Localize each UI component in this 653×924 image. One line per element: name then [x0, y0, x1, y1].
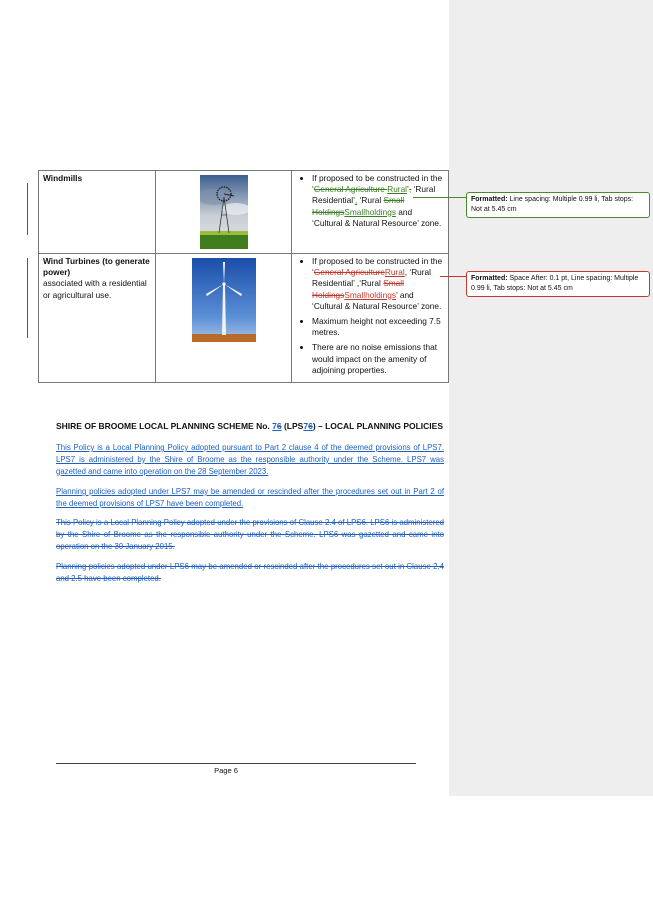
land-use-table	[38, 170, 449, 383]
heading-lps-number	[303, 421, 312, 431]
criteria-cell	[292, 171, 449, 254]
criteria-list	[296, 173, 444, 229]
comment-connector	[440, 276, 466, 277]
use-title: Windmills	[43, 173, 83, 183]
comment-text: Space After: 0.1 pt, Line spacing: Multiple 0.99 li, Tab stops: Not at 5.45 cm	[471, 275, 639, 292]
heading-number-old: 6	[276, 421, 282, 431]
heading-prefix: SHIRE OF BROOME LOCAL PLANNING SCHEME No.	[56, 421, 273, 431]
criteria-text: If proposed to be constructed in the ‘	[312, 256, 443, 278]
table-row	[39, 171, 449, 254]
criteria-text: Maximum height not exceeding 7.5 metres.	[312, 316, 441, 338]
tracked-change-ins-green: Smallholdings	[344, 206, 396, 217]
footer-rule	[56, 763, 416, 764]
paragraph-lps7-amendment: Planning policies adopted under LPS7 may be amended or rescinded after the procedures set out in Part 2 of the deemed provisions of LPS7 have been completed.	[56, 487, 444, 508]
tracked-change-del-green: Small Holdings	[312, 195, 405, 217]
criteria-text: ‘Rural	[357, 195, 384, 206]
heading-suffix: ) – LOCAL PLANNING POLICIES	[312, 421, 443, 431]
paragraph-lps7-adoption: This Policy is a Local Planning Policy adopted pursuant to Part 2 clause 4 of the deemed provisions of LPS7. LPS7 is administered by the Shire of Broome as the responsible authority under the Scheme. LPS7 was gazetted and came into operation on the 28 September 2023.	[56, 443, 444, 476]
criteria-text: ’	[407, 184, 409, 195]
criteria-text: and ‘Cultural & Natural Resource’ zone.	[312, 206, 442, 228]
comment-formatted-1[interactable]	[466, 192, 650, 218]
heading-scheme-number	[272, 421, 281, 431]
criteria-text: ’ and ‘Cultural & Natural Resource’ zone.	[312, 289, 442, 311]
tracked-change-del-red: Small Holdings	[312, 278, 404, 300]
image-cell	[156, 171, 292, 254]
use-description: associated with a residential or agricultural use.	[43, 278, 147, 300]
comment-label: Formatted:	[471, 196, 508, 203]
criteria-text: ‘Rural Residential’	[312, 184, 436, 206]
comment-formatted-2[interactable]	[466, 271, 650, 297]
use-cell	[39, 254, 156, 383]
criteria-text: If proposed to be constructed in the ‘	[312, 173, 443, 195]
heading-mid: (LPS	[281, 421, 304, 431]
page-number: Page 6	[214, 766, 238, 775]
criteria-item	[312, 316, 444, 338]
policy-heading	[56, 421, 446, 431]
tracked-change-ins-red: Rural	[384, 267, 405, 278]
heading-lps-number-new: 7	[303, 421, 309, 431]
tracked-change-del-green: General Agriculture	[313, 184, 388, 195]
tracked-change-ins-green: Rural	[387, 184, 408, 195]
tracked-change-del-green: ,	[408, 184, 412, 195]
tracked-change-ins-green: ,	[354, 195, 358, 206]
change-bar	[27, 258, 28, 338]
criteria-item	[312, 342, 444, 376]
use-title: Wind Turbines (to generate power)	[43, 256, 150, 278]
criteria-text: , ‘Rural Residential’ ,‘Rural	[312, 267, 432, 289]
table-row	[39, 254, 449, 383]
tracked-change-del-red: General Agriculture	[313, 267, 385, 278]
heading-lps-number-old: 6	[308, 421, 313, 431]
comment-text: Line spacing: Multiple 0.99 li, Tab stops: Not at 5.45 cm	[471, 196, 634, 213]
image-cell	[156, 254, 292, 383]
criteria-text: There are no noise emissions that would impact on the amenity of adjoining properties.	[312, 342, 438, 375]
criteria-cell	[292, 254, 449, 383]
comment-margin-pane	[449, 0, 653, 796]
wind-turbine-photo-icon	[192, 258, 256, 342]
windmill-photo-icon	[200, 175, 248, 249]
tracked-change-ins-red: Smallholdings	[344, 289, 396, 300]
paragraph-lps6-adoption: This Policy is a Local Planning Policy adopted under the provisions of Clause 2.4 of LPS6. LPS6 is administered by the Shire of Broome as the responsible authority under the Scheme. LPS6 was gazetted and came into operation on the 30 January 2015.	[56, 518, 444, 551]
heading-number-new: 7	[272, 421, 277, 431]
criteria-list	[296, 256, 444, 376]
comment-connector	[413, 197, 466, 198]
paragraph-lps6-amendment: Planning policies adopted under LPS6 may be amended or rescinded after the procedures set out in Clause 2.4 and 2.5 have been completed.	[56, 562, 444, 583]
criteria-item	[312, 256, 444, 312]
criteria-item	[312, 173, 444, 229]
comment-label: Formatted:	[471, 275, 508, 282]
change-bar	[27, 183, 28, 235]
use-cell	[39, 171, 156, 254]
